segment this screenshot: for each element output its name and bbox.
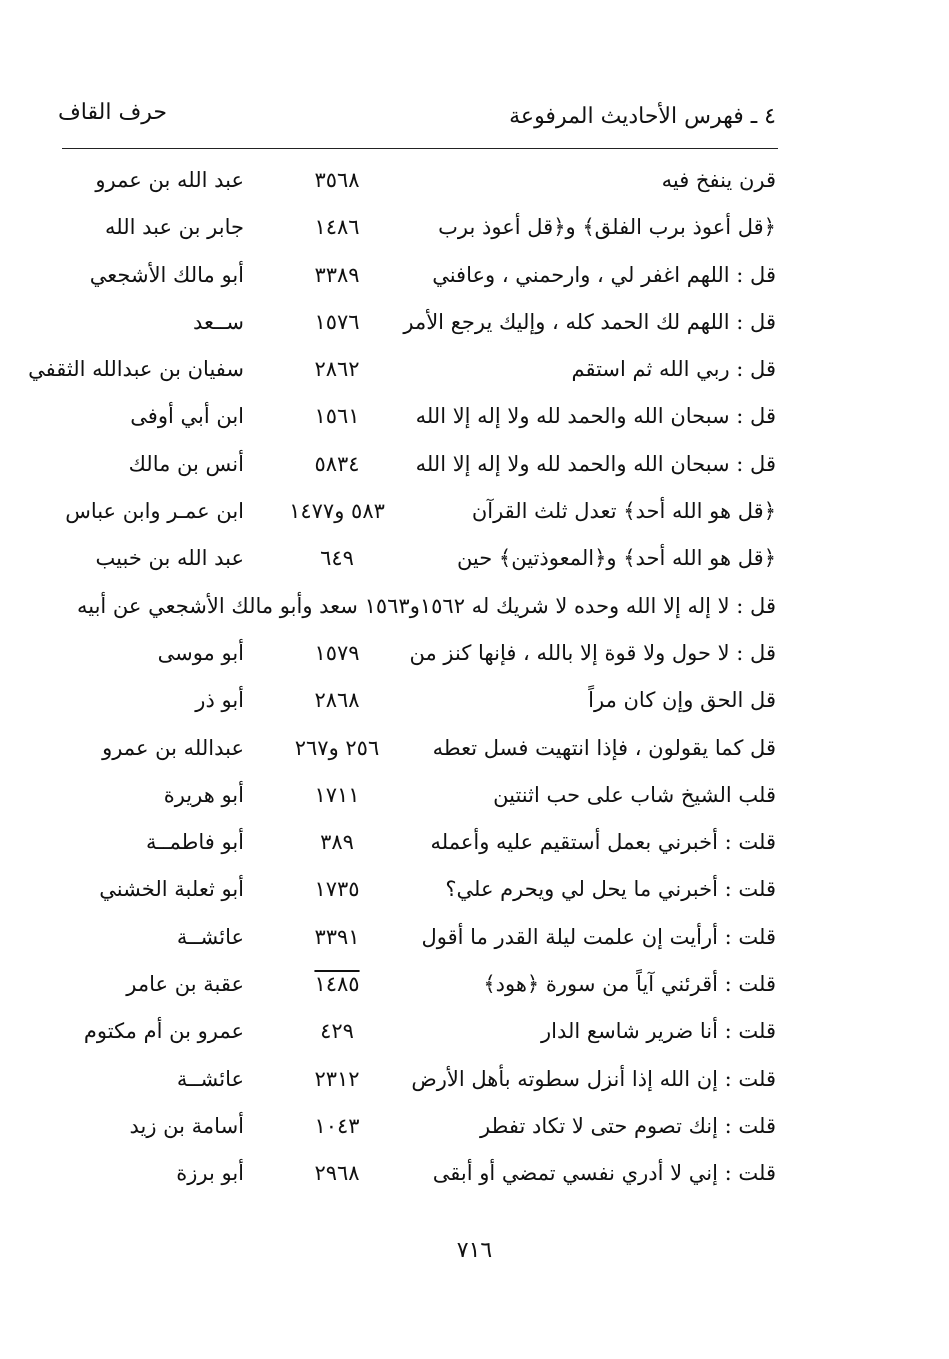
hadith-number: ٣٣٩١	[314, 924, 360, 949]
hadith-index-list	[0, 160, 949, 1201]
narrator-name: عبد الله بن خبيب	[95, 546, 244, 571]
hadith-number: ٢٥٦ و٢٦٧	[294, 735, 380, 760]
hadith-incipit: ﴿قل هو الله أحد﴾ و﴿المعوذتين﴾ حين	[456, 546, 776, 571]
hadith-number: ١٧٣٥	[314, 877, 360, 902]
narrator-name: ابن عمـر وابن عباس	[65, 499, 244, 524]
narrator-name: عقبة بن عامر	[126, 972, 244, 997]
index-entry-row	[0, 538, 949, 585]
narrator-name: أبو برزة	[176, 1161, 244, 1186]
index-entry-row	[0, 869, 949, 916]
hadith-number: ٢٨٦٨	[314, 688, 360, 713]
index-entry-row	[0, 444, 949, 491]
narrator-name: عبد الله بن عمرو	[95, 168, 244, 192]
index-entry-row	[0, 491, 949, 538]
hadith-number: ١٤٨٥	[314, 972, 360, 997]
index-entry-row	[0, 964, 949, 1011]
hadith-incipit: قلت : إنك تصوم حتى لا تكاد تفطر	[480, 1113, 776, 1138]
index-entry-row	[0, 349, 949, 396]
narrator-name: أبو فاطمــة	[145, 830, 244, 855]
hadith-incipit: قل : سبحان الله والحمد لله ولا إله إلا الله	[415, 404, 776, 429]
narrator-name: أبو موسى	[157, 640, 244, 665]
hadith-number: ٣٣٨٩	[314, 262, 360, 287]
hadith-number: ١٥٧٦	[314, 309, 360, 334]
hadith-number: ١٥٦١	[314, 404, 360, 429]
narrator-name: جابر بن عبد الله	[104, 215, 244, 240]
index-entry-row	[0, 207, 949, 254]
narrator-name: أسامة بن زيد	[129, 1113, 244, 1138]
narrator-name: عمرو بن أم مكتوم	[83, 1019, 244, 1044]
hadith-number: ٤٢٩	[320, 1019, 354, 1044]
hadith-incipit: قلت : أخبرني بعمل أستقيم عليه وأعمله	[430, 830, 776, 855]
index-entry-row	[0, 1153, 949, 1200]
index-entry-row	[0, 1059, 949, 1106]
hadith-number: ٥٨٣٤	[314, 451, 360, 476]
narrator-name: أبو ذر	[195, 688, 244, 713]
page-number: ٧١٦	[456, 1238, 493, 1263]
hadith-incipit: قل : ربي الله ثم استقم	[571, 357, 776, 382]
hadith-incipit: قل : اللهم اغفر لي ، وارحمني ، وعافني	[432, 262, 776, 287]
hadith-incipit: قل الحق وإن كان مراً	[588, 688, 776, 713]
index-entry-row	[0, 1106, 949, 1153]
hadith-number: ٢٩٦٨	[314, 1161, 360, 1186]
index-entry-row	[0, 396, 949, 443]
narrator-name: أبو هريرة	[163, 782, 244, 807]
index-entry-row	[0, 586, 949, 633]
hadith-number: ٥٨٣ و١٤٧٧	[289, 499, 385, 524]
narrator-name: ســعد	[192, 309, 244, 334]
running-header-section: حرف القاف	[58, 100, 167, 125]
hadith-incipit: قرن ينفخ فيه	[661, 168, 776, 192]
narrator-name: أنس بن مالك	[128, 451, 244, 476]
hadith-incipit: قل كما يقولون ، فإذا انتهيت فسل تعطه	[432, 735, 776, 760]
index-entry-row	[0, 633, 949, 680]
index-entry-row	[0, 775, 949, 822]
hadith-number: ٢٨٦٢	[314, 357, 360, 382]
hadith-number: ٣٨٩	[320, 830, 354, 855]
hadith-incipit: قلت : أرأيت إن علمت ليلة القدر ما أقول	[421, 924, 776, 949]
index-entry-row	[0, 680, 949, 727]
running-header-chapter: ٤ ـ فهرس الأحاديث المرفوعة	[509, 104, 776, 129]
hadith-incipit: ﴿قل هو الله أحد﴾ تعدل ثلث القرآن	[471, 499, 776, 524]
hadith-number: ٢٣١٢	[314, 1066, 360, 1091]
hadith-incipit: قل : لا حول ولا قوة إلا بالله ، فإنها كنز من	[409, 640, 776, 665]
hadith-number: ٣٥٦٨	[314, 168, 360, 192]
hadith-incipit: قل : اللهم لك الحمد كله ، وإليك يرجع الأمر	[403, 309, 776, 334]
header-rule	[62, 148, 778, 149]
narrator-name: سفيان بن عبدالله الثقفي	[28, 357, 244, 382]
narrator-name: ابن أبي أوفى	[130, 404, 244, 429]
narrator-name: أبو ثعلبة الخشني	[99, 877, 244, 902]
index-entry-row	[0, 917, 949, 964]
hadith-incipit: قلب الشيخ شاب على حب اثنتين	[493, 782, 776, 807]
index-entry-row	[0, 822, 949, 869]
hadith-incipit: قلت : إن الله إذا أنزل سطوته بأهل الأرض	[411, 1066, 776, 1091]
hadith-incipit: قل : سبحان الله والحمد لله ولا إله إلا الله	[415, 451, 776, 476]
hadith-incipit: ﴿قل أعوذ برب الفلق﴾ و﴿قل أعوذ برب	[438, 215, 776, 240]
index-entry-row	[0, 302, 949, 349]
hadith-incipit: قلت : إني لا أدري نفسي تمضي أو أبقى	[432, 1161, 776, 1186]
index-entry-row	[0, 728, 949, 775]
hadith-number: ١٥٧٩	[314, 640, 360, 665]
narrator-name: عائشــة	[176, 924, 244, 949]
hadith-incipit: قلت : أقرئني آياً من سورة ﴿هود﴾	[483, 972, 776, 997]
index-entry-row	[0, 160, 949, 207]
narrator-name: أبو مالك الأشجعي	[89, 262, 244, 287]
index-entry-row	[0, 255, 949, 302]
narrator-name: عبدالله بن عمرو	[102, 735, 244, 760]
narrator-name: عائشــة	[176, 1066, 244, 1091]
hadith-number: ٦٤٩	[320, 546, 354, 571]
hadith-incipit: قلت : أنا ضرير شاسع الدار	[541, 1019, 776, 1044]
hadith-number: ١٠٤٣	[314, 1113, 360, 1138]
index-entry-fullline: قل : لا إله إلا الله وحده لا شريك له ١٥٦٢و١٥٦٣ سعد وأبو مالك الأشجعي عن أبيه	[76, 593, 776, 618]
index-entry-row	[0, 1011, 949, 1058]
hadith-number: ١٧١١	[314, 782, 360, 807]
hadith-incipit: قلت : أخبرني ما يحل لي ويحرم علي؟	[445, 877, 776, 902]
hadith-number: ١٤٨٦	[314, 215, 360, 240]
